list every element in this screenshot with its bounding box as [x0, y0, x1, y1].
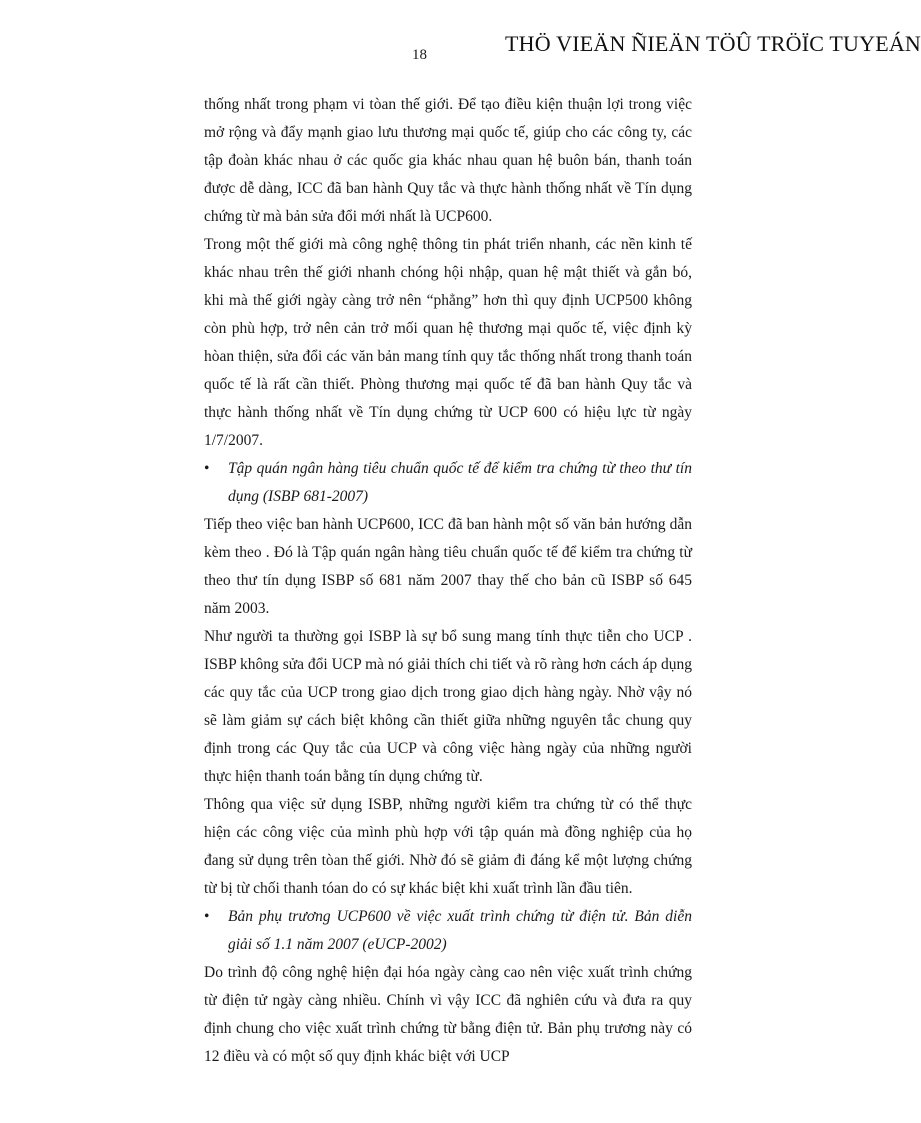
paragraph-2: Trong một thế giới mà công nghệ thông tin phát triển nhanh, các nền kinh tế khác nhau trên thế giới nhanh chóng hội nhập, quan hệ mật thiết và gắn bó, khi mà thế giới ngày càng trở nên “phẳng” hơn thì quy định UCP500 không còn phù hợp, trở nên cản trở mối quan hệ thương mại quốc tế, việc định kỳ hòan thiện, sửa đổi các văn bản mang tính quy tắc thống nhất trong thanh toán quốc tế là rất cần thiết. Phòng thương mại quốc tế đã ban hành Quy tắc và thực hành thống nhất về Tín dụng chứng từ UCP 600 có hiệu lực từ ngày 1/7/2007. [204, 236, 692, 449]
page-number: 18 [412, 47, 427, 63]
bullet-item-isbp [204, 455, 692, 511]
bullet-icon: • [204, 460, 210, 477]
paragraph-3: Tiếp theo việc ban hành UCP600, ICC đã ban hành một số văn bản hướng dẫn kèm theo . Đó là Tập quán ngân hàng tiêu chuẩn quốc tế để kiểm tra chứng từ theo thư tín dụng ISBP số 681 năm 2007 thay thế cho bản cũ ISBP số 645 năm 2003. [204, 516, 692, 617]
watermark-header: THÖ VIEÄN ÑIEÄN TÖÛ TRÖÏC TUYEÁN [505, 31, 921, 56]
bullet-item-eucp [204, 903, 692, 959]
bullet-text-isbp: Tập quán ngân hàng tiêu chuẩn quốc tế để kiểm tra chứng từ theo thư tín dụng (ISBP 681-2007) [228, 460, 692, 505]
document-body [204, 91, 692, 1071]
paragraph-6: Do trình độ công nghệ hiện đại hóa ngày càng cao nên việc xuất trình chứng từ điện tử ngày càng nhiều. Chính vì vậy ICC đã nghiên cứu và đưa ra quy định chung cho việc xuất trình chứng từ bằng điện tử. Bản phụ trương này có 12 điều và có một số quy định khác biệt với UCP [204, 964, 692, 1065]
paragraph-4: Như người ta thường gọi ISBP là sự bổ sung mang tính thực tiễn cho UCP . ISBP không sửa đổi UCP mà nó giải thích chi tiết và rõ ràng hơn cách áp dụng các quy tắc của UCP trong giao dịch trong giao dịch hàng ngày. Nhờ vậy nó sẽ làm giảm sự cách biệt không cần thiết giữa những nguyên tắc chung quy định trong các Quy tắc của UCP và công việc hàng ngày của những người thực hiện thanh toán bằng tín dụng chứng từ. [204, 628, 692, 785]
bullet-icon: • [204, 908, 210, 925]
paragraph-1: thống nhất trong phạm vi tòan thế giới. Để tạo điều kiện thuận lợi trong việc mở rộng và đẩy mạnh giao lưu thương mại quốc tế, giúp cho các công ty, các tập đoàn khác nhau ở các quốc gia khác nhau quan hệ buôn bán, thanh toán được dễ dàng, ICC đã ban hành Quy tắc và thực hành thống nhất về Tín dụng chứng từ mà bản sửa đổi mới nhất là UCP600. [204, 96, 692, 225]
bullet-text-eucp: Bản phụ trương UCP600 về việc xuất trình chứng từ điện tử. Bản diễn giải số 1.1 năm 2007 (eUCP-2002) [228, 908, 692, 953]
paragraph-5: Thông qua việc sử dụng ISBP, những người kiểm tra chứng từ có thể thực hiện các công việc của mình phù hợp với tập quán mà đồng nghiệp của họ đang sử dụng trên tòan thế giới. Nhờ đó sẽ giảm đi đáng kể một lượng chứng từ bị từ chối thanh tóan do có sự khác biệt khi xuất trình lần đầu tiên. [204, 796, 692, 897]
